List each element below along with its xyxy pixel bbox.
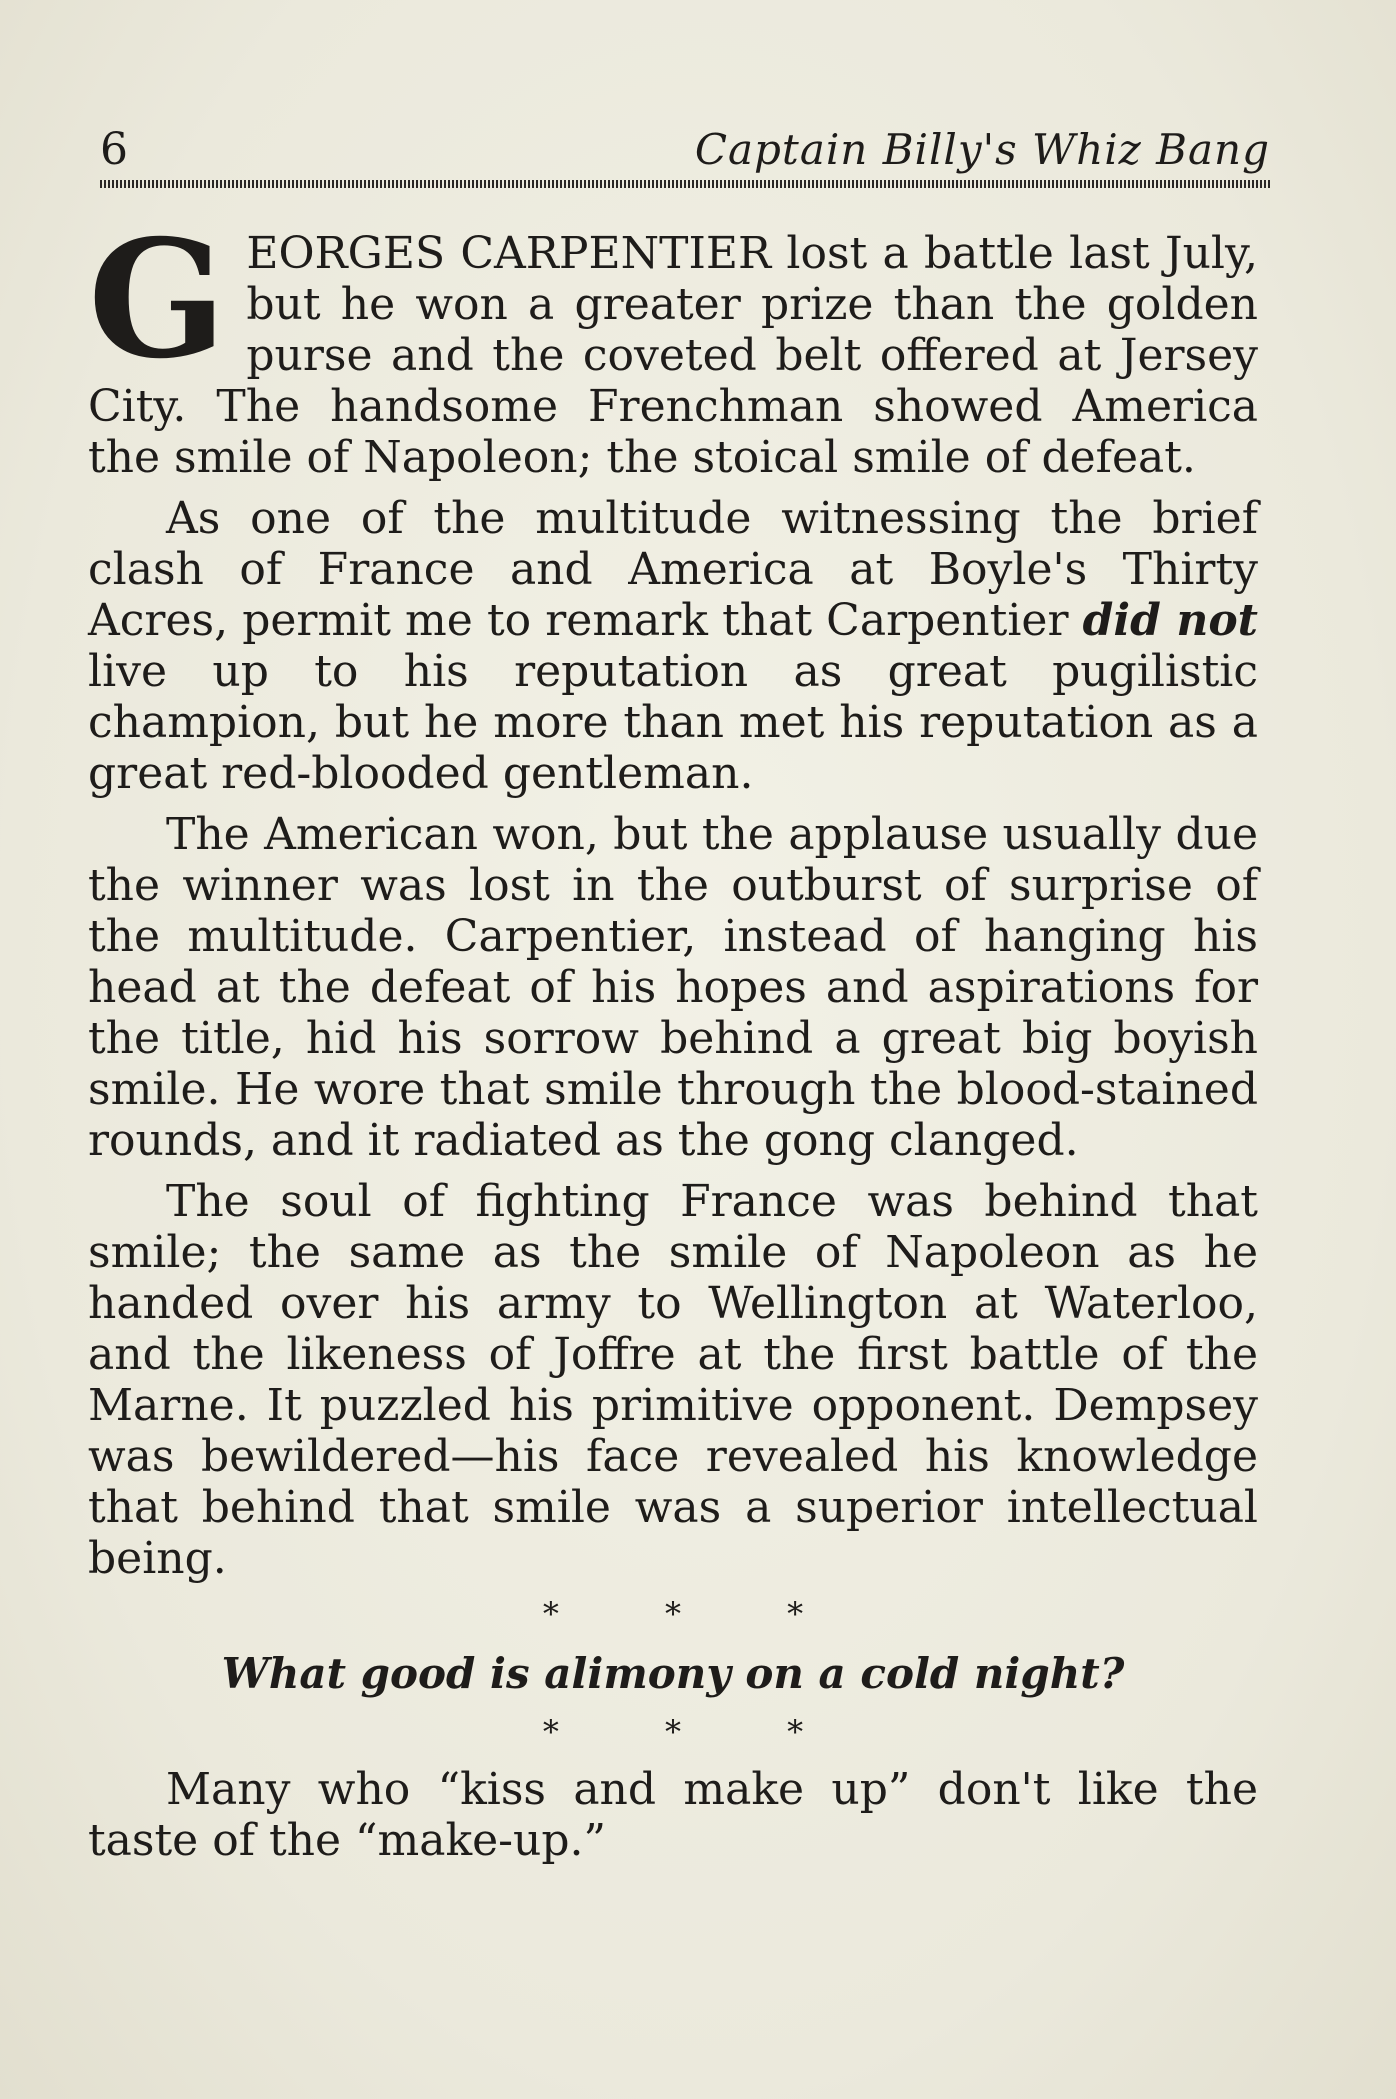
closing-paragraph: Many who “kiss and make up” don't like the taste of the “make-up.” [88,1764,1258,1866]
drop-cap: G [88,205,227,395]
paragraph-1-text: EORGES CARPENTIER lost a battle last July, but he won a greater prize than the golden purse and the coveted belt offered at Jersey City. The handsome Frenchman showed America the smile of Napoleon; the stoical smile of defeat. [88,228,1258,483]
paragraph-1 [88,205,1258,483]
running-title: Captain Billy's Whiz Bang [694,125,1270,174]
paragraph-2-text-before: As one of the multitude witnessing the brief clash of France and America at Boyle's Thirty Acres, permit me to remark that Carpentier [88,493,1258,646]
asterism-separator-1: * * * [542,1595,852,1633]
page-number: 6 [100,124,128,175]
asterism-separator-2: * * * [542,1713,852,1751]
paragraph-3: The American won, but the applause usually due the winner was lost in the outburst of surprise of the multitude. Carpentier, instead of hanging his head at the defeat of his hopes and aspirations for the title, hid his sorrow behind a great big boyish smile. He wore that smile through the blood-stained rounds, and it radiated as the gong clanged. [88,809,1258,1166]
emphasis-did-not: did not [1082,595,1258,646]
paragraph-2 [88,493,1258,799]
page-header [100,120,1270,180]
article-body [88,205,1258,1866]
quip-line: What good is alimony on a cold night? [221,1649,1125,1698]
paragraph-2-text-after: live up to his reputation as great pugilistic champion, but he more than met his reputation as a great red-blooded gentleman. [88,646,1258,799]
paragraph-4: The soul of fighting France was behind that smile; the same as the smile of Napoleon as he handed over his army to Wellington at Waterloo, and the likeness of Joffre at the first battle of the Marne. It puzzled his primitive opponent. Dempsey was bewildered—his face revealed his knowledge that behind that smile was a superior intellectual being. [88,1176,1258,1584]
header-rule [100,180,1270,188]
